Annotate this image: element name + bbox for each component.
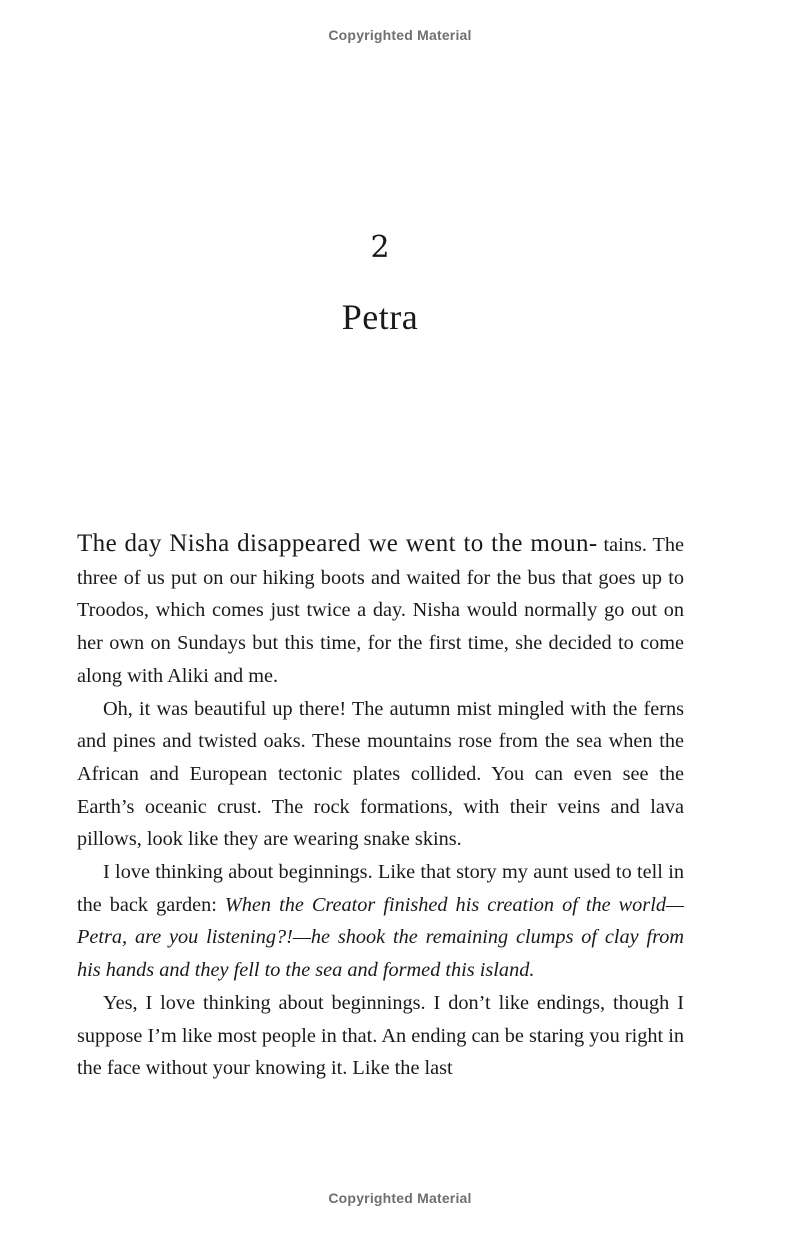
- chapter-title: Petra: [341, 297, 419, 337]
- paragraph-3-text: I love thinking about beginnings. Like that story my aunt used to tell in the back garden:: [77, 861, 684, 916]
- paragraph-3: [77, 856, 684, 987]
- chapter-body: [77, 528, 684, 1085]
- chapter-number: 2: [370, 230, 390, 265]
- paragraph-3-italic: When the Creator finished his creation of the world—Petra, are you listening?!—he shook the remaining clumps of clay from his hands and they fell to the sea and formed this island.: [77, 893, 684, 982]
- opening-line: The day Nisha disappeared we went to the moun-: [77, 530, 598, 557]
- paragraph-4: Yes, I love thinking about beginnings. I don’t like endings, though I suppose I’m like most people in that. An ending can be staring you right in the face without your knowing it. Like the last: [77, 991, 684, 1080]
- paragraph-1-text: tains. The three of us put on our hiking boots and waited for the bus that goes up to Troodos, which comes just twice a day. Nisha would normally go out on her own on Sundays but this time, for the first time, she decided to come along with Aliki and me.: [77, 534, 684, 687]
- paragraph-2: Oh, it was beautiful up there! The autumn mist mingled with the ferns and pines and twisted oaks. These mountains rose from the sea when the African and European tectonic plates collided. You can even see the Earth’s oceanic crust. The rock formations, with their veins and lava pillows, look like they are wearing snake skins.: [77, 697, 684, 851]
- copyright-watermark-top: Copyrighted Material: [328, 27, 472, 43]
- paragraph-1: [77, 528, 684, 693]
- copyright-watermark-bottom: Copyrighted Material: [328, 1190, 472, 1206]
